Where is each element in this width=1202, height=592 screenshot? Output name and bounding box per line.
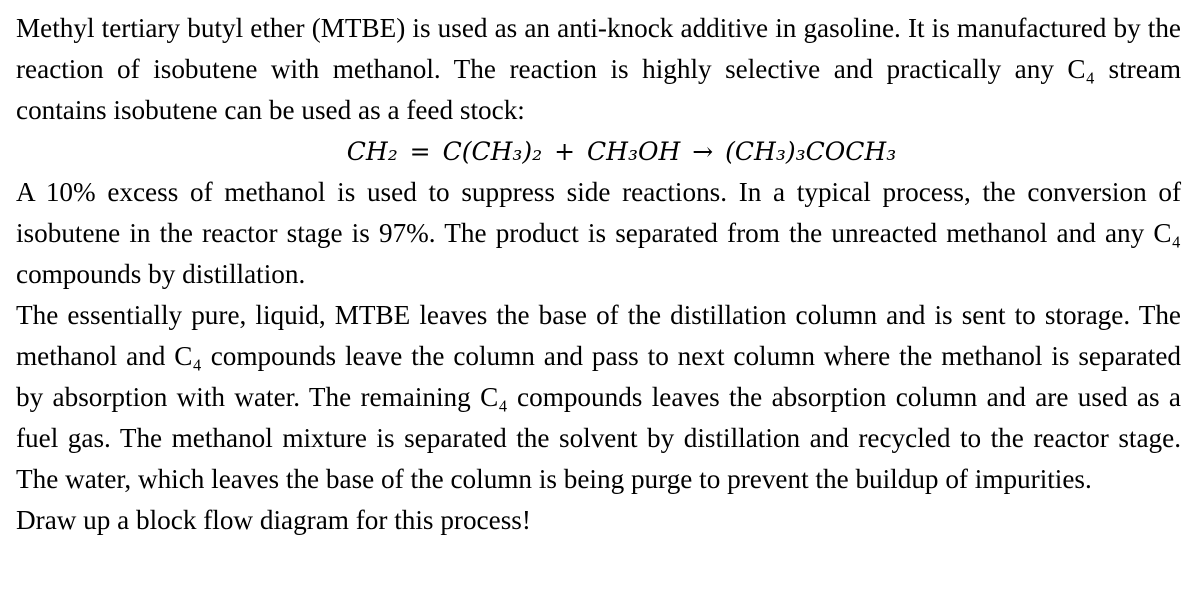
equation-arrow: → <box>692 137 714 166</box>
equation-reactant-methanol: CH₃OH <box>587 137 681 166</box>
task-instruction: Draw up a block flow diagram for this process! <box>16 505 531 535</box>
separation-paragraph: The essentially pure, liquid, MTBE leaves the base of the distillation column and is sent to storage. The methanol and C₄ compounds leave the column and pass to next column where the methanol is separated by absorption with water. The remaining C₄ compounds leaves the absorption column and are used as a fuel gas. The methanol mixture is separated the solvent by distillation and recycled to the reactor stage. The water, which leaves the base of the column is being purge to prevent the buildup of impurities. <box>16 300 1181 494</box>
intro-paragraph: Methyl tertiary butyl ether (MTBE) is used as an anti-knock additive in gasoline. It is manufactured by the reaction of isobutene with methanol. The reaction is highly selective and practically any C₄ stream contains isobutene can be used as a feed stock: <box>16 13 1181 125</box>
reaction-equation <box>16 131 1181 172</box>
equation-plus-sign: + <box>554 137 576 166</box>
document-body <box>16 8 1181 541</box>
equation-reactant-isobutene-part1: CH₂ <box>346 137 398 166</box>
equation-product-mtbe: (CH₃)₃COCH₃ <box>725 137 897 166</box>
equation-double-bond-sign: = <box>409 137 431 166</box>
process-paragraph: A 10% excess of methanol is used to suppress side reactions. In a typical process, the conversion of isobutene in the reactor stage is 97%. The product is separated from the unreacted methanol and any C₄ compounds by distillation. <box>16 177 1181 289</box>
equation-reactant-isobutene-part2: C(CH₃)₂ <box>442 137 543 166</box>
